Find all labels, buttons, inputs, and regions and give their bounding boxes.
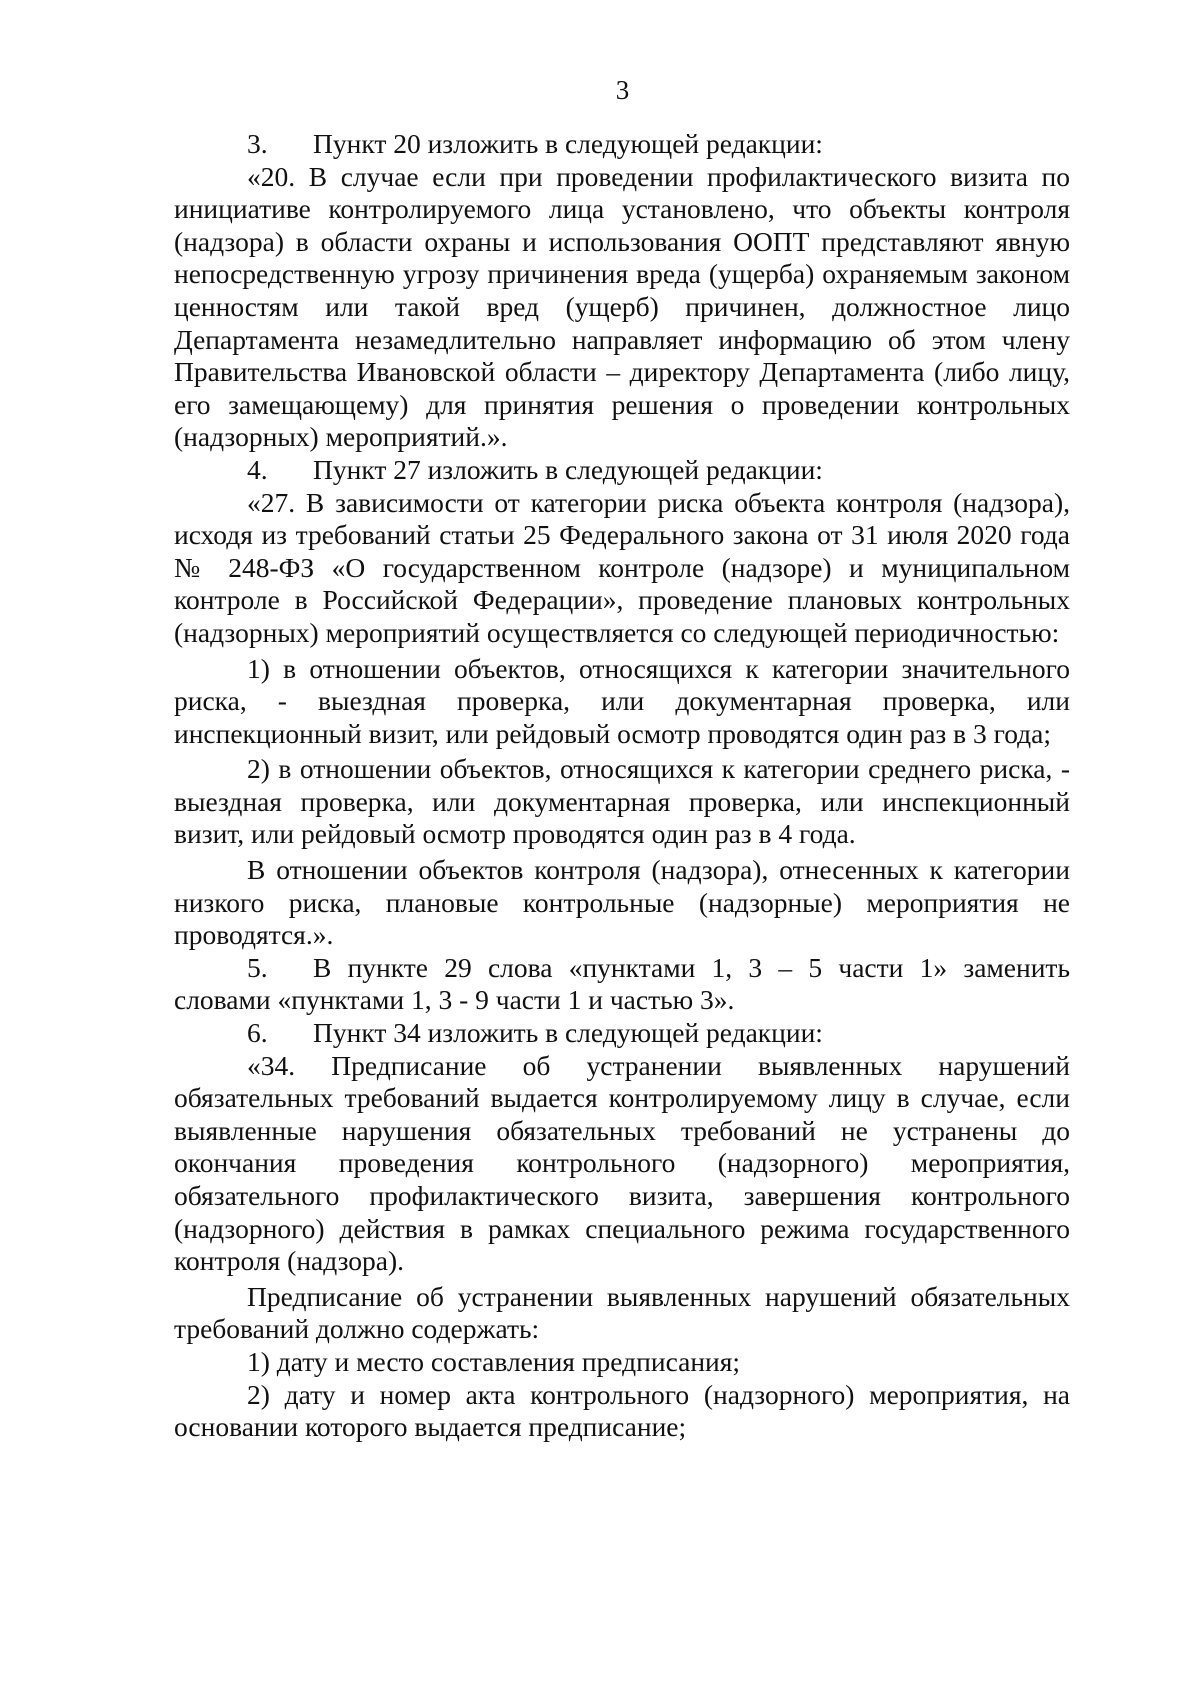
item-text: Пункт 20 изложить в следующей редакции: [313,128,823,159]
paragraph: 1) в отношении объектов, относящихся к категории значительного риска, - выездная проверка, или документарная проверка, или инспекционный визит, или рейдовый осмотр проводятся один раз в 3 года; [174,652,1070,749]
item-number: 3. [247,128,268,159]
item-text: В пункте 29 слова «пунктами 1, 3 – 5 части 1» заменить словами «пунктами 1, 3 - 9 части 1 и частью 3». [174,951,1070,1016]
paragraph: «27. В зависимости от категории риска объекта контроля (надзора), исходя из требований статьи 25 Федерального закона от 31 июля 2020 года № 248-ФЗ «О государственном контроле (надзоре) и муниципальном контроле в Российской Федерации», проведение плановых контрольных (надзорных) мероприятий осуществляется со следующей периодичностью: [174,486,1070,648]
paragraph: Предписание об устранении выявленных нарушений обязательных требований должно содержать: [174,1280,1070,1345]
paragraph: 2) в отношении объектов, относящихся к категории среднего риска, - выездная проверка, или документарная проверка, или инспекционный визит, или рейдовый осмотр проводятся один раз в 4 года. [174,753,1070,850]
list-item-3 [174,128,1070,161]
list-item-4 [174,454,1070,487]
item-text: Пункт 27 изложить в следующей редакции: [313,453,823,485]
paragraph: 1) дату и место составления предписания; [247,1345,741,1377]
item-number: 6. [247,1017,268,1049]
list-item-5 [174,952,1070,1017]
paragraph: В отношении объектов контроля (надзора), отнесенных к категории низкого риска, плановые контрольные (надзорные) мероприятия не проводятся.». [174,854,1070,951]
paragraph: «34. Предписание об устранении выявленных нарушений обязательных требований выдается контролируемому лицу в случае, если выявленные нарушения обязательных требований не устранены до окончания проведения контрольного (надзорного) мероприятия, обязательного профилактического визита, завершения контрольного (надзорного) действия в рамках специального режима государственного контроля (надзора). [174,1049,1070,1277]
list-item-6 [174,1017,1070,1050]
item-text: Пункт 34 изложить в следующей редакции: [313,1017,823,1049]
item-number: 4. [247,453,268,485]
document-body [174,128,1070,1444]
page-number: 3 [615,75,630,105]
paragraph: «20. В случае если при проведении профилактического визита по инициативе контролируемого лица установлено, что объекты контроля (надзора) в области охраны и использования ООПТ представляют явную непосредственную угрозу причинения вреда (ущерба) охраняемым законом ценностям или такой вред (ущерб) причинен, должностное лицо Департамента незамедлительно направляет информацию об этом члену Правительства Ивановской области – директору Департамента (либо лицу, его замещающему) для принятия решения о проведении контрольных (надзорных) мероприятий.». [174,160,1070,453]
paragraph: 2) дату и номер акта контрольного (надзорного) мероприятия, на основании которого выдается предписание; [174,1378,1070,1443]
item-number: 5. [247,951,268,983]
